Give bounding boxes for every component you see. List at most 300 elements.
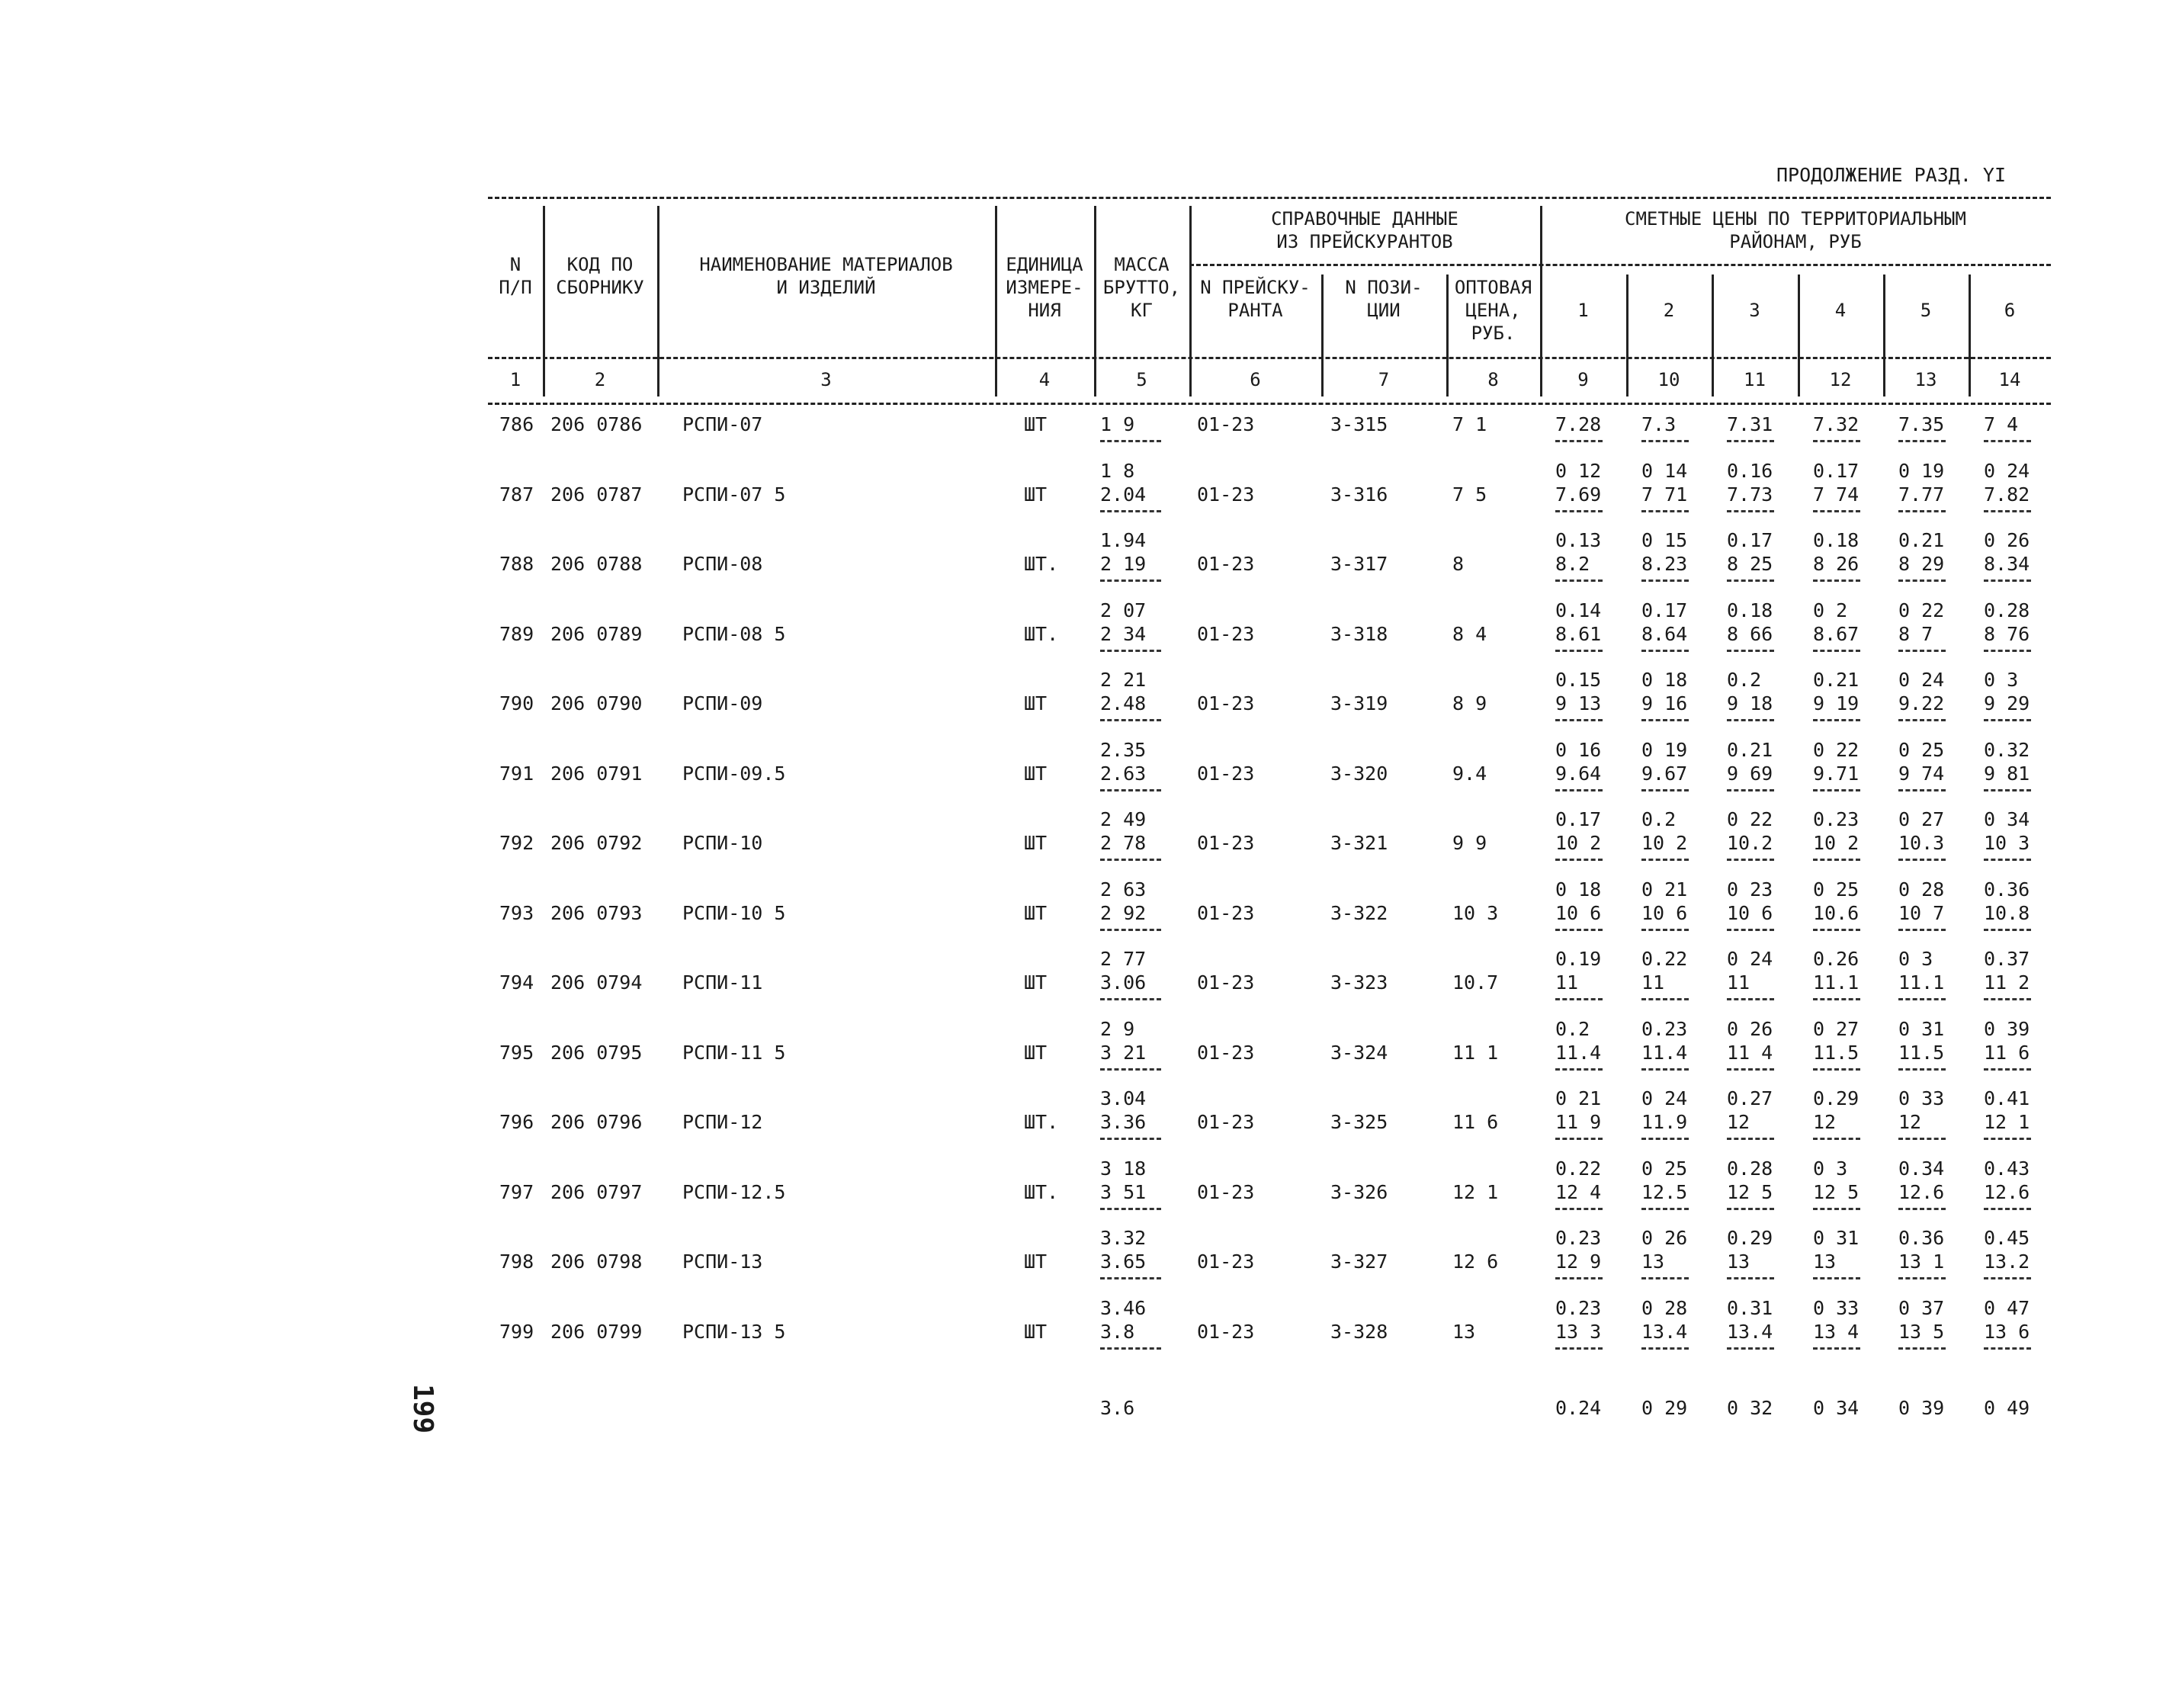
column-number: 6	[1250, 369, 1261, 390]
row-region-price: 11 9	[1555, 1111, 1602, 1133]
region-separator	[1984, 650, 2031, 652]
row-unit: ШТ	[1024, 832, 1048, 854]
region-separator	[1641, 1277, 1689, 1279]
row-region-prev: 0 21	[1555, 1087, 1602, 1109]
row-code: 206 0796	[550, 1111, 643, 1133]
row-code: 206 0791	[550, 762, 643, 785]
header-region-6: 6	[2004, 300, 2016, 321]
row-name: РСПИ-12.5	[682, 1181, 786, 1203]
row-mass: 2 92	[1100, 902, 1147, 924]
row-region-prev: 0 39	[1984, 1018, 2030, 1040]
header-np-1: N	[509, 254, 521, 275]
header-region-2: 2	[1663, 300, 1675, 321]
row-region-price: 7.77	[1898, 483, 1945, 506]
row-unit: ШТ	[1024, 413, 1048, 435]
row-pricelist: 01-23	[1197, 553, 1255, 575]
row-region-price: 11.4	[1641, 1042, 1688, 1064]
header-position-2: ЦИИ	[1367, 300, 1401, 321]
row-mass-prev: 2.35	[1100, 739, 1147, 761]
region-separator	[1898, 510, 1946, 512]
row-region-price: 11 4	[1727, 1042, 1773, 1064]
row-region-prev: 0.32	[1984, 739, 2030, 761]
column-number: 11	[1744, 369, 1766, 390]
row-mass: 2 19	[1100, 553, 1147, 575]
row-region-prev: 0 37	[1898, 1297, 1945, 1319]
region-separator	[1555, 1068, 1603, 1071]
row-wholesale-price: 10.7	[1452, 971, 1499, 994]
region-separator	[1813, 1347, 1860, 1350]
tail-region: 0 29	[1641, 1397, 1688, 1419]
region-separator	[1727, 1208, 1774, 1210]
tail-region: 0 32	[1727, 1397, 1773, 1419]
row-wholesale-price: 9.4	[1452, 762, 1487, 785]
row-region-prev: 0.31	[1727, 1297, 1773, 1319]
column-number: 7	[1378, 369, 1390, 390]
column-number: 13	[1914, 369, 1937, 390]
row-unit: ШТ	[1024, 902, 1048, 924]
row-region-prev: 0.23	[1555, 1227, 1602, 1249]
row-region-prev: 0 23	[1727, 878, 1773, 901]
mass-separator	[1100, 1347, 1161, 1350]
row-region-price: 11.5	[1813, 1042, 1860, 1064]
region-separator	[1813, 580, 1860, 582]
row-code: 206 0787	[550, 483, 643, 506]
row-number: 789	[499, 623, 534, 645]
region-separator	[1984, 998, 2031, 1000]
region-separator	[1555, 1138, 1603, 1140]
header-wholesale-2: ЦЕНА,	[1465, 300, 1521, 321]
region-separator	[1813, 1138, 1860, 1140]
row-region-prev: 0 22	[1727, 808, 1773, 830]
row-code: 206 0788	[550, 553, 643, 575]
column-number: 3	[820, 369, 832, 390]
row-region-prev: 0 27	[1813, 1018, 1860, 1040]
row-mass-prev: 3.04	[1100, 1087, 1147, 1109]
row-region-prev: 0 19	[1641, 739, 1688, 761]
row-mass: 3.06	[1100, 971, 1147, 994]
row-unit: ШТ.	[1024, 1111, 1059, 1133]
row-region-price: 9.67	[1641, 762, 1688, 785]
row-code: 206 0793	[550, 902, 643, 924]
region-separator	[1641, 440, 1689, 442]
row-region-price: 13	[1813, 1250, 1837, 1273]
row-region-prev: 0 25	[1813, 878, 1860, 901]
region-separator	[1641, 859, 1689, 861]
row-region-price: 7 4	[1984, 413, 2019, 435]
header-top-rule	[488, 197, 2051, 199]
row-position: 3-327	[1330, 1250, 1388, 1273]
header-wholesale-1: ОПТОВАЯ	[1454, 277, 1532, 298]
column-number: 4	[1038, 369, 1051, 390]
column-number: 8	[1487, 369, 1499, 390]
row-region-prev: 0 15	[1641, 529, 1688, 551]
row-region-prev: 0.22	[1555, 1157, 1602, 1180]
row-unit: ШТ	[1024, 762, 1048, 785]
row-position: 3-325	[1330, 1111, 1388, 1133]
row-region-price: 8 25	[1727, 553, 1773, 575]
row-region-prev: 0 3	[1813, 1157, 1848, 1180]
row-pricelist: 01-23	[1197, 1250, 1255, 1273]
row-region-prev: 0 21	[1641, 878, 1688, 901]
row-mass-prev: 1.94	[1100, 529, 1147, 551]
region-separator	[1984, 1277, 2031, 1279]
row-region-price: 7.28	[1555, 413, 1602, 435]
row-unit: ШТ.	[1024, 1181, 1059, 1203]
row-pricelist: 01-23	[1197, 1181, 1255, 1203]
row-name: РСПИ-10	[682, 832, 763, 854]
row-number: 792	[499, 832, 534, 854]
row-pricelist: 01-23	[1197, 1321, 1255, 1343]
region-separator	[1898, 1347, 1946, 1350]
row-unit: ШТ	[1024, 692, 1048, 714]
header-region-1: 1	[1577, 300, 1589, 321]
region-separator	[1984, 859, 2031, 861]
header-region-5: 5	[1920, 300, 1932, 321]
region-separator	[1727, 650, 1774, 652]
row-mass-prev: 1 8	[1100, 460, 1135, 482]
row-name: РСПИ-08	[682, 553, 763, 575]
row-region-price: 9 19	[1813, 692, 1860, 714]
region-separator	[1641, 1208, 1689, 1210]
region-separator	[1641, 650, 1689, 652]
row-region-price: 9 18	[1727, 692, 1773, 714]
row-region-price: 8 7	[1898, 623, 1933, 645]
row-region-prev: 0 47	[1984, 1297, 2030, 1319]
region-separator	[1727, 510, 1774, 512]
column-number: 1	[509, 369, 521, 390]
region-separator	[1727, 789, 1774, 791]
row-region-prev: 0 2	[1813, 599, 1848, 621]
mass-separator	[1100, 998, 1161, 1000]
region-separator	[1813, 650, 1860, 652]
row-region-prev: 0 27	[1898, 808, 1945, 830]
row-region-price: 10 6	[1555, 902, 1602, 924]
row-position: 3-326	[1330, 1181, 1388, 1203]
header-unit-2: ИЗМЕРЕ-	[1006, 277, 1083, 298]
row-region-price: 7.69	[1555, 483, 1602, 506]
row-wholesale-price: 7 1	[1452, 413, 1487, 435]
region-separator	[1727, 440, 1774, 442]
row-region-prev: 0.28	[1984, 599, 2030, 621]
row-region-prev: 0.27	[1727, 1087, 1773, 1109]
row-mass: 2 78	[1100, 832, 1147, 854]
row-region-price: 12 5	[1813, 1181, 1860, 1203]
row-code: 206 0795	[550, 1042, 643, 1064]
row-pricelist: 01-23	[1197, 483, 1255, 506]
row-mass: 2.63	[1100, 762, 1147, 785]
row-region-price: 8.67	[1813, 623, 1860, 645]
row-region-price: 12	[1727, 1111, 1750, 1133]
column-number: 12	[1829, 369, 1852, 390]
row-region-prev: 0.36	[1898, 1227, 1945, 1249]
row-pricelist: 01-23	[1197, 1111, 1255, 1133]
row-name: РСПИ-10 5	[682, 902, 786, 924]
row-region-price: 12.6	[1898, 1181, 1945, 1203]
row-mass: 3.65	[1100, 1250, 1147, 1273]
row-region-prev: 0.2	[1555, 1018, 1590, 1040]
row-unit: ШТ	[1024, 1321, 1048, 1343]
row-region-prev: 0.19	[1555, 948, 1602, 970]
header-wholesale-3: РУБ.	[1471, 323, 1516, 344]
row-region-prev: 0 12	[1555, 460, 1602, 482]
row-region-price: 11	[1727, 971, 1750, 994]
mass-separator	[1100, 859, 1161, 861]
row-region-prev: 0.13	[1555, 529, 1602, 551]
region-separator	[1813, 440, 1860, 442]
row-region-price: 8.64	[1641, 623, 1688, 645]
region-separator	[1898, 719, 1946, 721]
row-region-prev: 0 31	[1813, 1227, 1860, 1249]
row-position: 3-320	[1330, 762, 1388, 785]
row-mass-prev: 2 49	[1100, 808, 1147, 830]
row-number: 797	[499, 1181, 534, 1203]
row-code: 206 0790	[550, 692, 643, 714]
row-code: 206 0794	[550, 971, 643, 994]
row-unit: ШТ	[1024, 1250, 1048, 1273]
column-number: 9	[1577, 369, 1589, 390]
row-name: РСПИ-08 5	[682, 623, 786, 645]
row-region-prev: 0.21	[1898, 529, 1945, 551]
region-separator	[1727, 1277, 1774, 1279]
header-mass-2: БРУТТО,	[1102, 277, 1181, 298]
region-separator	[1898, 859, 1946, 861]
mass-separator	[1100, 1277, 1161, 1279]
region-separator	[1984, 789, 2031, 791]
row-region-price: 9 13	[1555, 692, 1602, 714]
row-name: РСПИ-11 5	[682, 1042, 786, 1064]
row-wholesale-price: 8 9	[1452, 692, 1487, 714]
row-number: 791	[499, 762, 534, 785]
row-region-prev: 0 28	[1898, 878, 1945, 901]
row-region-price: 12 4	[1555, 1181, 1602, 1203]
region-separator	[1984, 510, 2031, 512]
region-separator	[1727, 929, 1774, 931]
region-separator	[1727, 1068, 1774, 1071]
tail-region: 0 49	[1984, 1397, 2030, 1419]
region-separator	[1984, 440, 2031, 442]
row-region-prev: 0.23	[1641, 1018, 1688, 1040]
region-separator	[1727, 859, 1774, 861]
header-name-2: И ИЗДЕЛИЙ	[776, 277, 876, 298]
row-region-price: 9 81	[1984, 762, 2030, 785]
row-region-prev: 0 33	[1898, 1087, 1945, 1109]
row-region-price: 10.3	[1898, 832, 1945, 854]
row-region-price: 11.4	[1555, 1042, 1602, 1064]
row-region-prev: 0.2	[1727, 669, 1762, 691]
row-number: 788	[499, 553, 534, 575]
row-region-price: 8 66	[1727, 623, 1773, 645]
row-region-price: 11.5	[1898, 1042, 1945, 1064]
row-region-price: 13	[1727, 1250, 1750, 1273]
row-region-price: 10.6	[1813, 902, 1860, 924]
region-separator	[1641, 1068, 1689, 1071]
row-number: 799	[499, 1321, 534, 1343]
row-mass: 3.8	[1100, 1321, 1135, 1343]
row-region-price: 9 69	[1727, 762, 1773, 785]
row-position: 3-324	[1330, 1042, 1388, 1064]
row-region-price: 9.22	[1898, 692, 1945, 714]
row-region-price: 11.9	[1641, 1111, 1688, 1133]
row-region-price: 8 76	[1984, 623, 2030, 645]
row-region-prev: 0 24	[1641, 1087, 1688, 1109]
row-pricelist: 01-23	[1197, 902, 1255, 924]
row-mass-prev: 3.32	[1100, 1227, 1147, 1249]
row-region-price: 9.71	[1813, 762, 1860, 785]
region-separator	[1898, 1277, 1946, 1279]
region-separator	[1555, 650, 1603, 652]
row-region-price: 10 2	[1813, 832, 1860, 854]
header-np-2: П/П	[499, 277, 532, 298]
column-number: 2	[594, 369, 606, 390]
row-region-prev: 0 26	[1641, 1227, 1688, 1249]
row-mass: 3.36	[1100, 1111, 1147, 1133]
row-number: 793	[499, 902, 534, 924]
row-region-price: 8.34	[1984, 553, 2030, 575]
row-code: 206 0792	[550, 832, 643, 854]
region-separator	[1641, 1138, 1689, 1140]
mass-separator	[1100, 440, 1161, 442]
tail-region: 0 39	[1898, 1397, 1945, 1419]
region-separator	[1641, 929, 1689, 931]
region-separator	[1898, 998, 1946, 1000]
header-position-1: N ПОЗИ-	[1345, 277, 1423, 298]
row-region-price: 12 9	[1555, 1250, 1602, 1273]
page-number: 199	[407, 1384, 438, 1434]
mass-separator	[1100, 510, 1161, 512]
region-separator	[1813, 719, 1860, 721]
header-ref-group-2: ИЗ ПРЕЙСКУРАНТОВ	[1276, 231, 1453, 252]
row-mass-prev: 2 77	[1100, 948, 1147, 970]
row-number: 786	[499, 413, 534, 435]
region-separator	[1555, 1347, 1603, 1350]
row-region-price: 12.5	[1641, 1181, 1688, 1203]
row-region-prev: 0 26	[1727, 1018, 1773, 1040]
row-region-prev: 0.23	[1813, 808, 1860, 830]
row-region-prev: 0 22	[1898, 599, 1945, 621]
row-region-price: 10 3	[1984, 832, 2030, 854]
row-region-price: 11 6	[1984, 1042, 2030, 1064]
row-name: РСПИ-09.5	[682, 762, 786, 785]
row-position: 3-328	[1330, 1321, 1388, 1343]
row-region-price: 13.2	[1984, 1250, 2030, 1273]
row-region-price: 13 3	[1555, 1321, 1602, 1343]
region-separator	[1555, 510, 1603, 512]
row-pricelist: 01-23	[1197, 413, 1255, 435]
row-wholesale-price: 11 6	[1452, 1111, 1499, 1133]
row-mass-prev: 3 18	[1100, 1157, 1147, 1180]
row-region-prev: 0 14	[1641, 460, 1688, 482]
row-region-prev: 0 18	[1641, 669, 1688, 691]
row-region-prev: 0 26	[1984, 529, 2030, 551]
row-region-prev: 0.23	[1555, 1297, 1602, 1319]
row-region-price: 11 2	[1984, 971, 2030, 994]
region-separator	[1813, 1068, 1860, 1071]
mass-separator	[1100, 789, 1161, 791]
header-pricelist-2: РАНТА	[1227, 300, 1283, 321]
row-region-price: 10.8	[1984, 902, 2030, 924]
row-region-price: 7.32	[1813, 413, 1860, 435]
header-mass-1: МАССА	[1114, 254, 1170, 275]
region-separator	[1555, 719, 1603, 721]
region-separator	[1555, 440, 1603, 442]
row-region-price: 11.1	[1898, 971, 1945, 994]
row-mass: 2 34	[1100, 623, 1147, 645]
row-position: 3-321	[1330, 832, 1388, 854]
row-region-prev: 0.15	[1555, 669, 1602, 691]
region-separator	[1555, 929, 1603, 931]
row-region-price: 10.2	[1727, 832, 1773, 854]
row-name: РСПИ-13 5	[682, 1321, 786, 1343]
region-separator	[1813, 510, 1860, 512]
row-number: 798	[499, 1250, 534, 1273]
row-pricelist: 01-23	[1197, 692, 1255, 714]
region-separator	[1898, 929, 1946, 931]
row-region-price: 9 74	[1898, 762, 1945, 785]
row-region-prev: 0.28	[1727, 1157, 1773, 1180]
region-separator	[1727, 580, 1774, 582]
row-region-prev: 0 18	[1555, 878, 1602, 901]
header-ref-group-1: СПРАВОЧНЫЕ ДАННЫЕ	[1271, 208, 1458, 230]
row-region-price: 13.4	[1641, 1321, 1688, 1343]
row-unit: ШТ	[1024, 483, 1048, 506]
row-region-price: 10 2	[1555, 832, 1602, 854]
row-region-prev: 0.21	[1813, 669, 1860, 691]
row-region-prev: 0.34	[1898, 1157, 1945, 1180]
region-separator	[1555, 998, 1603, 1000]
row-region-price: 7.31	[1727, 413, 1773, 435]
column-number: 5	[1136, 369, 1147, 390]
row-name: РСПИ-13	[682, 1250, 763, 1273]
row-region-price: 7.35	[1898, 413, 1945, 435]
row-mass-prev: 3.46	[1100, 1297, 1147, 1319]
mass-separator	[1100, 580, 1161, 582]
tail-region: 0.24	[1555, 1397, 1602, 1419]
header-bottom-rule	[488, 357, 2051, 359]
row-region-prev: 0 33	[1813, 1297, 1860, 1319]
row-code: 206 0789	[550, 623, 643, 645]
row-number: 787	[499, 483, 534, 506]
region-separator	[1641, 1347, 1689, 1350]
header-est-group-1: СМЕТНЫЕ ЦЕНЫ ПО ТЕРРИТОРИАЛЬНЫМ	[1625, 208, 1966, 230]
row-region-prev: 0 24	[1984, 460, 2030, 482]
header-est-group-2: РАЙОНАМ, РУБ	[1729, 231, 1862, 252]
row-region-price: 9.64	[1555, 762, 1602, 785]
row-wholesale-price: 11 1	[1452, 1042, 1499, 1064]
row-region-prev: 0.18	[1727, 599, 1773, 621]
row-region-prev: 0 19	[1898, 460, 1945, 482]
row-code: 206 0786	[550, 413, 643, 435]
row-unit: ШТ.	[1024, 623, 1059, 645]
row-region-prev: 0.16	[1727, 460, 1773, 482]
tail-mass: 3.6	[1100, 1397, 1135, 1419]
region-separator	[1641, 510, 1689, 512]
row-region-prev: 0.21	[1727, 739, 1773, 761]
region-separator	[1641, 580, 1689, 582]
row-region-price: 9 29	[1984, 692, 2030, 714]
row-name: РСПИ-07 5	[682, 483, 786, 506]
region-separator	[1984, 1347, 2031, 1350]
row-position: 3-318	[1330, 623, 1388, 645]
header-mass-3: КГ	[1131, 300, 1153, 321]
row-region-prev: 0.45	[1984, 1227, 2030, 1249]
region-separator	[1555, 859, 1603, 861]
region-separator	[1984, 929, 2031, 931]
header-code-1: КОД ПО	[566, 254, 634, 275]
region-separator	[1813, 998, 1860, 1000]
row-mass: 1 9	[1100, 413, 1135, 435]
row-region-prev: 0.29	[1727, 1227, 1773, 1249]
row-region-price: 8.23	[1641, 553, 1688, 575]
